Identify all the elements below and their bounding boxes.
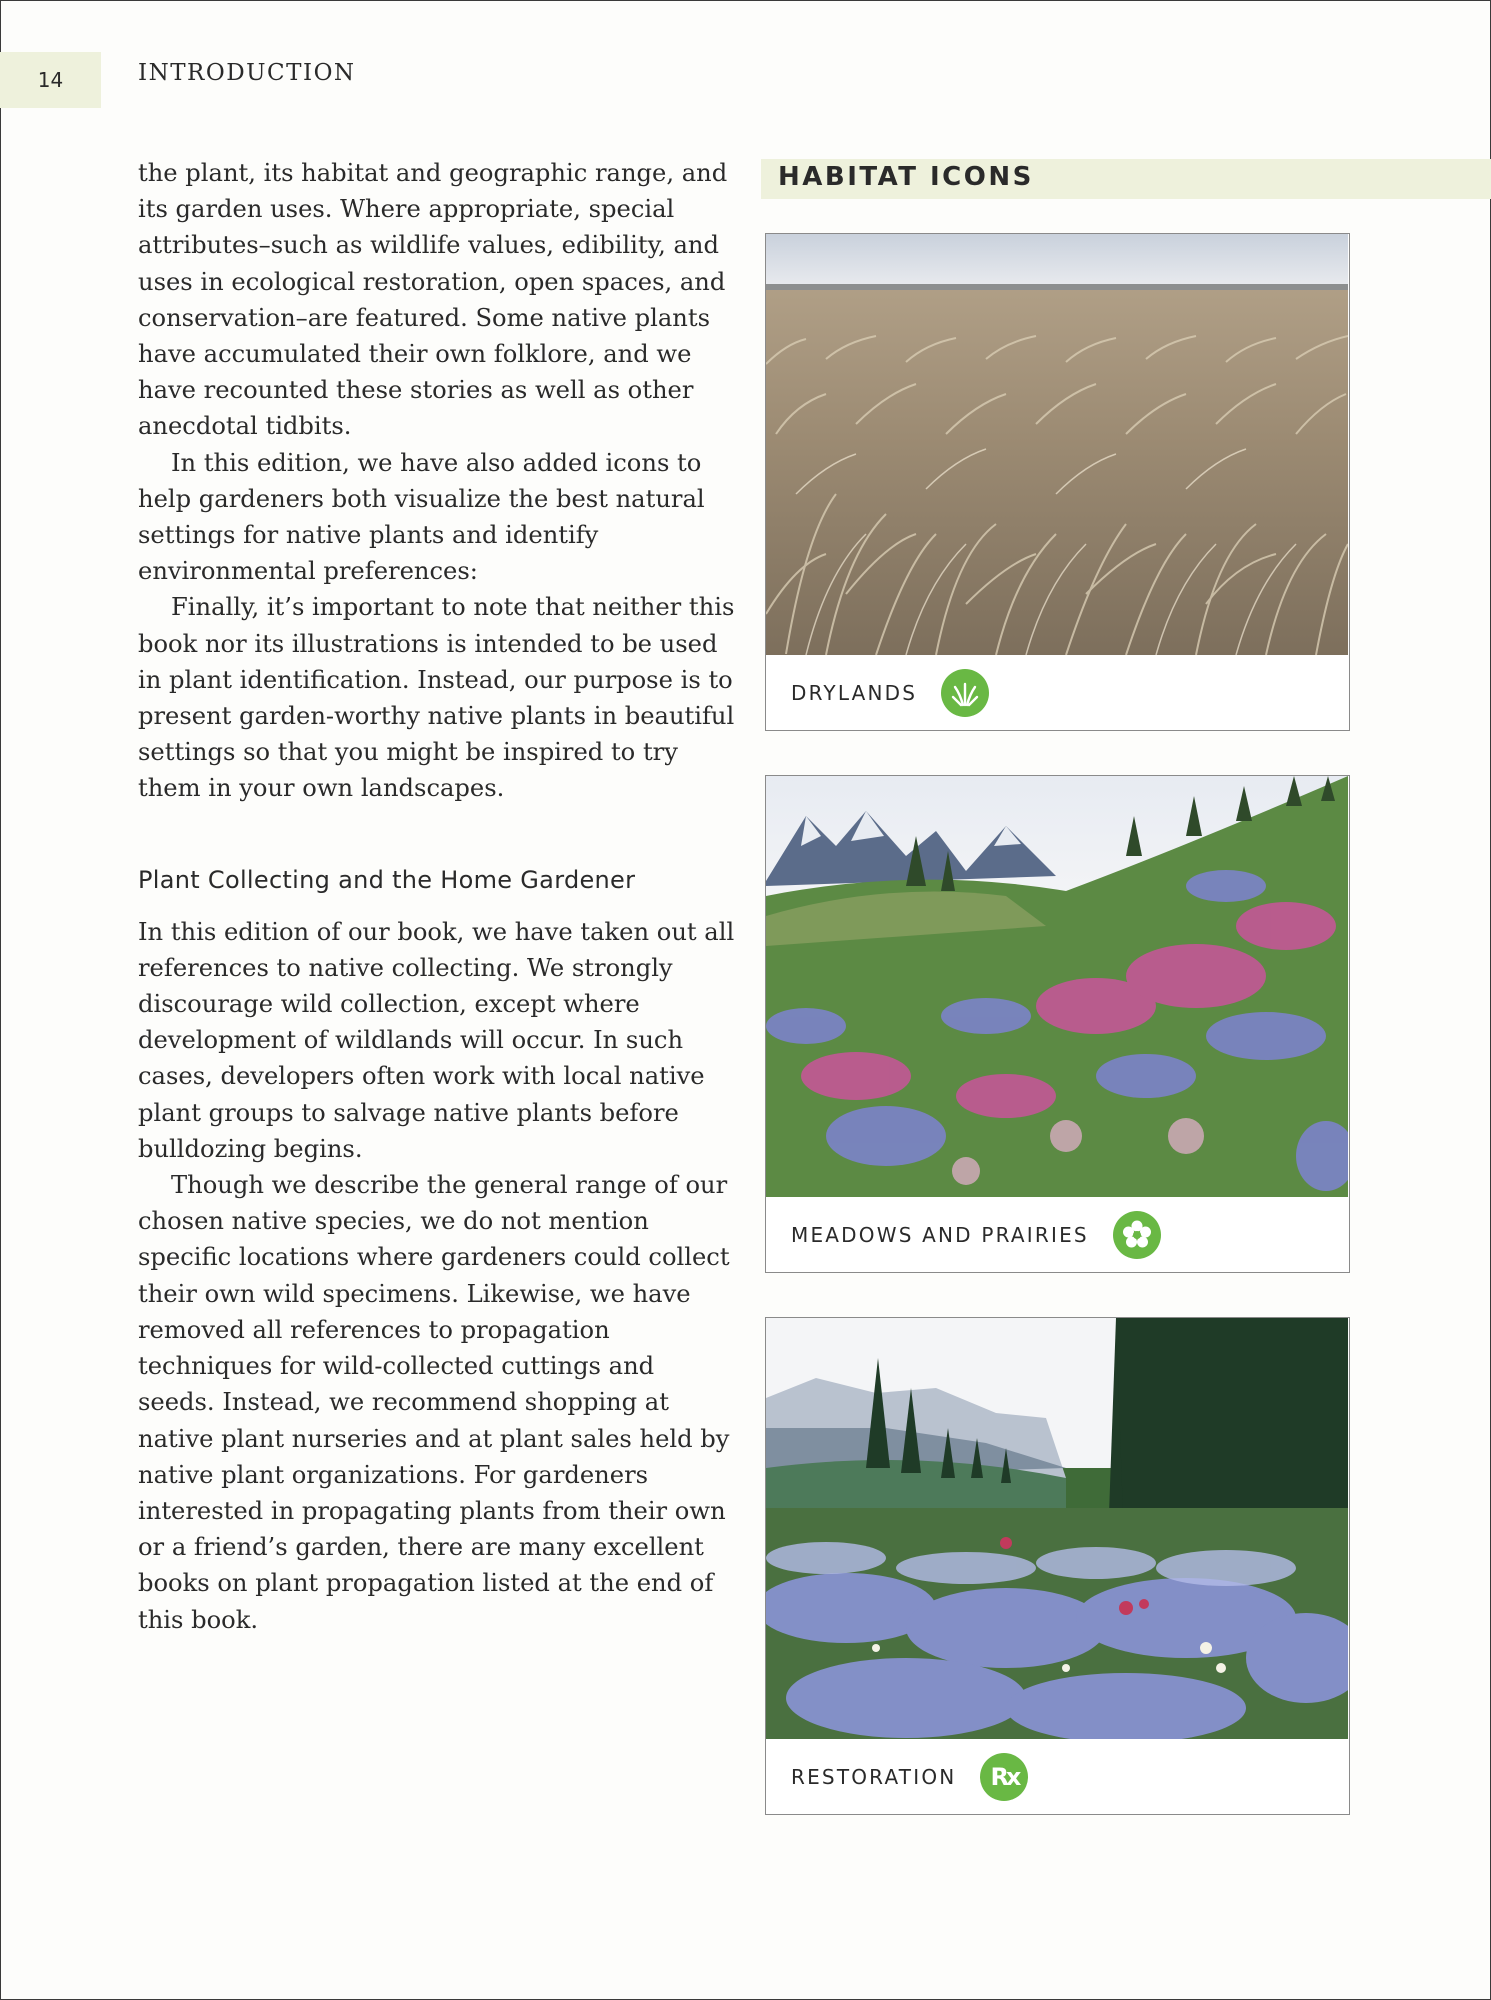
habitat-card-drylands (765, 233, 1350, 731)
body-paragraph: Finally, it’s important to note that neither this book nor its illustrations is intended to be used in plant identification. Instead, our purpose is to present garden-worthy native plants in beautiful settings so that you might be inspired to try them in your own landscapes. (138, 593, 735, 803)
habitat-caption (791, 1197, 1161, 1272)
body-paragraph: In this edition of our book, we have taken out all references to native collecting. We strongly discourage wild collection, except where development of wildlands will occur. In such cases, developers often work with local native plant groups to salvage native plants before bulldozing begins. (138, 917, 735, 1163)
restoration-photo (766, 1318, 1348, 1739)
body-paragraph: Though we describe the general range of our chosen native species, we do not mention specific locations where gardeners could collect their own wild specimens. Likewise, we have removed all references to propagation techniques for wild-collected cuttings and seeds. Instead, we recommend shopping at native plant nurseries and at plant sales held by native plant organizations. For gardeners interested in propagating plants from their own or a friend’s garden, there are many excellent books on plant propagation listed at the end of this book. (138, 1171, 730, 1634)
section-heading: Plant Collecting and the Home Gardener (138, 865, 636, 894)
body-paragraph: In this edition, we have also added icons to help gardeners both visualize the best natural settings for native plants and identify environmental preferences: (138, 448, 705, 586)
main-text-column (138, 155, 738, 1638)
habitat-caption (791, 1739, 1028, 1814)
habitat-card-meadows (765, 775, 1350, 1273)
flower-icon (1113, 1211, 1161, 1259)
habitat-label: DRYLANDS (791, 680, 918, 705)
drylands-photo (766, 234, 1348, 655)
habitat-label: RESTORATION (791, 1764, 957, 1789)
habitat-card-restoration (765, 1317, 1350, 1815)
page-number-text: 14 (37, 68, 64, 92)
sidebar-title: HABITAT ICONS (778, 162, 1034, 192)
habitat-caption (791, 655, 989, 730)
rx-icon-text: Rx (990, 1762, 1019, 1791)
meadow-photo (766, 776, 1348, 1197)
body-paragraph: the plant, its habitat and geographic range, and its garden uses. Where appropriate, special attributes–such as wildlife values, edibility, and uses in ecological restoration, open spaces, and conservation–are featured. Some native plants have accumulated their own folklore, and we have recounted these stories as well as other anecdotal tidbits. (138, 159, 728, 441)
running-head: INTRODUCTION (138, 60, 356, 86)
grass-icon (941, 669, 989, 717)
page-number (0, 52, 101, 108)
habitat-label: MEADOWS AND PRAIRIES (791, 1222, 1089, 1247)
rx-icon (980, 1753, 1028, 1801)
